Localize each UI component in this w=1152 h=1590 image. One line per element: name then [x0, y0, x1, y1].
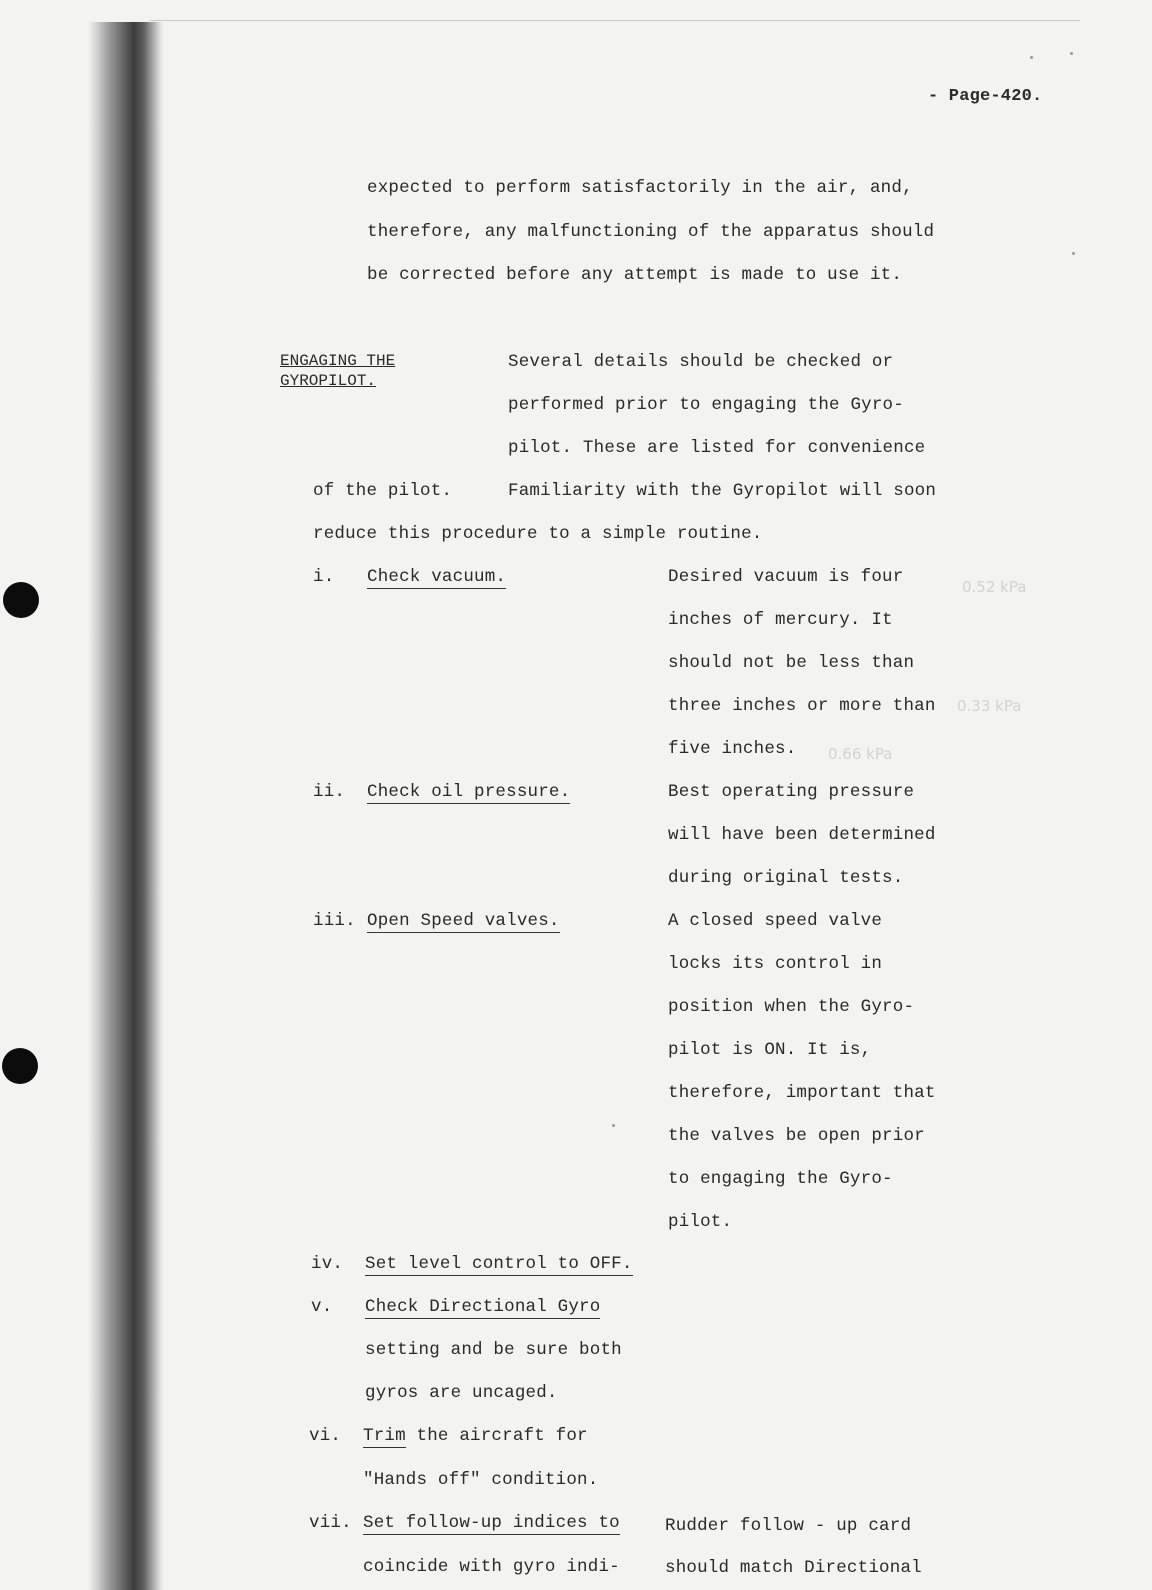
- step-label: Open Speed valves.: [367, 911, 560, 931]
- step-label: Check oil pressure.: [367, 782, 571, 802]
- section-heading: GYROPILOT.: [280, 372, 377, 390]
- paper-speck: [612, 1124, 615, 1127]
- paragraph-line: pilot. These are listed for convenience: [508, 438, 926, 458]
- step-note-line: inches of mercury. It: [668, 610, 893, 630]
- paragraph-line: Several details should be checked or: [508, 352, 894, 372]
- step-number: iv.: [311, 1254, 344, 1274]
- paragraph-line: performed prior to engaging the Gyro-: [508, 395, 904, 415]
- binding-shadow: [88, 22, 164, 1590]
- step-number: ii.: [313, 782, 346, 802]
- paragraph-line: of the pilot.: [313, 481, 453, 501]
- step-continuation: "Hands off" condition.: [363, 1470, 599, 1490]
- paper-speck: [1030, 56, 1033, 59]
- step-label: Check Directional Gyro: [365, 1297, 601, 1317]
- page-top-edge: [150, 20, 1080, 21]
- step-note-line: Desired vacuum is four: [668, 567, 904, 587]
- step-note-line: A closed speed valve: [668, 911, 883, 931]
- intro-line: be corrected before any attempt is made to use it.: [367, 265, 903, 285]
- punch-hole-bottom: [2, 1048, 38, 1084]
- step-note-line: therefore, important that: [668, 1083, 936, 1103]
- step-note-line: position when the Gyro-: [668, 997, 915, 1017]
- paper-speck: [1072, 252, 1075, 255]
- step-label: Trim: [363, 1426, 406, 1446]
- step-note-line: to engaging the Gyro-: [668, 1169, 893, 1189]
- step-number: vii.: [309, 1513, 352, 1533]
- intro-line: expected to perform satisfactorily in the air, and,: [367, 178, 913, 198]
- step-note-line: will have been determined: [668, 825, 936, 845]
- step-note-line: five inches.: [668, 739, 797, 759]
- step-continuation: gyros are uncaged.: [365, 1383, 558, 1403]
- page-number: - Page-420.: [928, 87, 1043, 106]
- step-note-line: should not be less than: [668, 653, 915, 673]
- step-note-line: Best operating pressure: [668, 782, 915, 802]
- paragraph-line: Familiarity with the Gyropilot will soon: [508, 481, 937, 501]
- step-number: iii.: [313, 911, 356, 931]
- step-number: vi.: [309, 1426, 342, 1446]
- step-note-line: pilot is ON. It is,: [668, 1040, 872, 1060]
- section-heading: ENGAGING THE: [280, 352, 396, 370]
- step-continuation: setting and be sure both: [365, 1340, 622, 1360]
- pencil-margin-note: 0.33 kPa: [957, 697, 1022, 715]
- step-note-line: locks its control in: [668, 954, 883, 974]
- step-note-line: Rudder follow - up card: [665, 1516, 912, 1536]
- step-note-line: should match Directional: [665, 1558, 922, 1578]
- step-note-line: pilot.: [668, 1212, 733, 1232]
- step-label-rest: the aircraft for: [405, 1426, 588, 1446]
- step-note-line: during original tests.: [668, 868, 904, 888]
- step-continuation: coincide with gyro indi-: [363, 1557, 620, 1577]
- step-label: Set level control to OFF.: [365, 1254, 633, 1274]
- paper-speck: [1070, 52, 1073, 55]
- step-number: v.: [311, 1297, 333, 1317]
- punch-hole-top: [3, 582, 39, 618]
- step-note-line: three inches or more than: [668, 696, 936, 716]
- pencil-margin-note: 0.52 kPa: [962, 578, 1027, 596]
- pencil-margin-note: 0.66 kPa: [828, 745, 893, 763]
- intro-line: therefore, any malfunctioning of the apparatus should: [367, 222, 935, 242]
- step-note-line: the valves be open prior: [668, 1126, 925, 1146]
- paragraph-line: reduce this procedure to a simple routine.: [313, 524, 763, 544]
- step-label: Set follow-up indices to: [363, 1513, 620, 1533]
- step-number: i.: [313, 567, 335, 587]
- step-label: Check vacuum.: [367, 567, 507, 587]
